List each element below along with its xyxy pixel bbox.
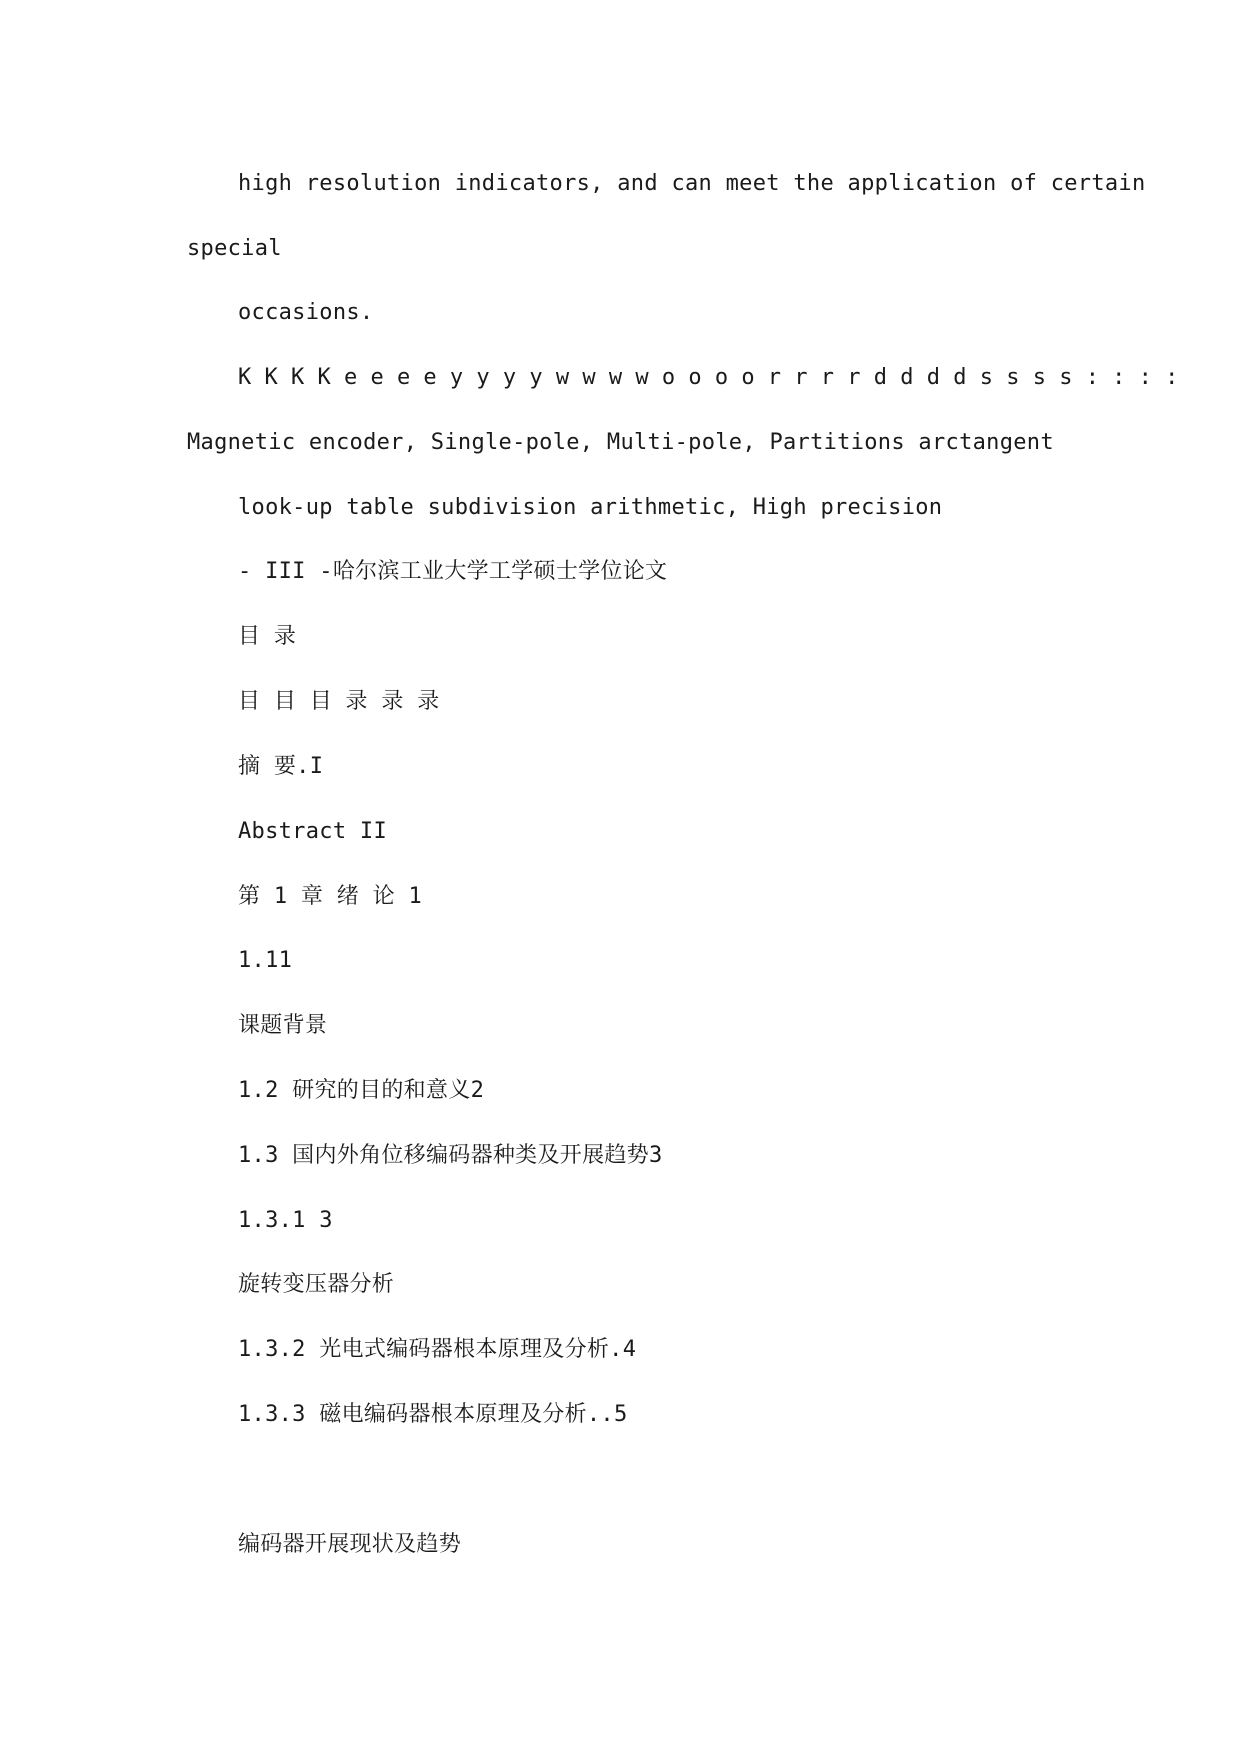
keywords-text-line: look-up table subdivision arithmetic, High precision	[238, 495, 943, 520]
toc-entry: 1.3.1 3	[238, 1208, 333, 1233]
toc-entry: 1.3.3 磁电编码器根本原理及分析..5	[238, 1402, 628, 1427]
abstract-text-line: high resolution indicators, and can meet the application of certain	[238, 171, 1146, 196]
keywords-text-line: Magnetic encoder, Single-pole, Multi-pole, Partitions arctangent	[187, 430, 1054, 455]
toc-entry: 第 1 章 绪 论 1	[238, 884, 423, 909]
abstract-text-line: special	[187, 236, 282, 261]
toc-entry: 旋转变压器分析	[238, 1272, 395, 1297]
toc-entry: 1.3 国内外角位移编码器种类及开展趋势3	[238, 1143, 663, 1168]
keywords-heading: K K K K e e e e y y y y w w w w o o o o r r r r d d d d s s s s : : : :	[238, 365, 1179, 390]
toc-entry: 1.3.2 光电式编码器根本原理及分析.4	[238, 1337, 637, 1362]
toc-entry: 课题背景	[238, 1013, 328, 1038]
toc-entry: Abstract II	[238, 819, 387, 844]
toc-entry: 摘 要.I	[238, 754, 324, 779]
toc-entry: 1.11	[238, 948, 293, 973]
toc-entry: 1.2 研究的目的和意义2	[238, 1078, 485, 1103]
toc-title: 目 录	[238, 624, 297, 649]
toc-entry: 编码器开展现状及趋势	[238, 1532, 462, 1557]
page-footer-header: - III -哈尔滨工业大学工学硕士学位论文	[238, 559, 668, 584]
abstract-text-line: occasions.	[238, 300, 374, 325]
toc-title-repeated: 目 目 目 录 录 录	[238, 689, 440, 714]
